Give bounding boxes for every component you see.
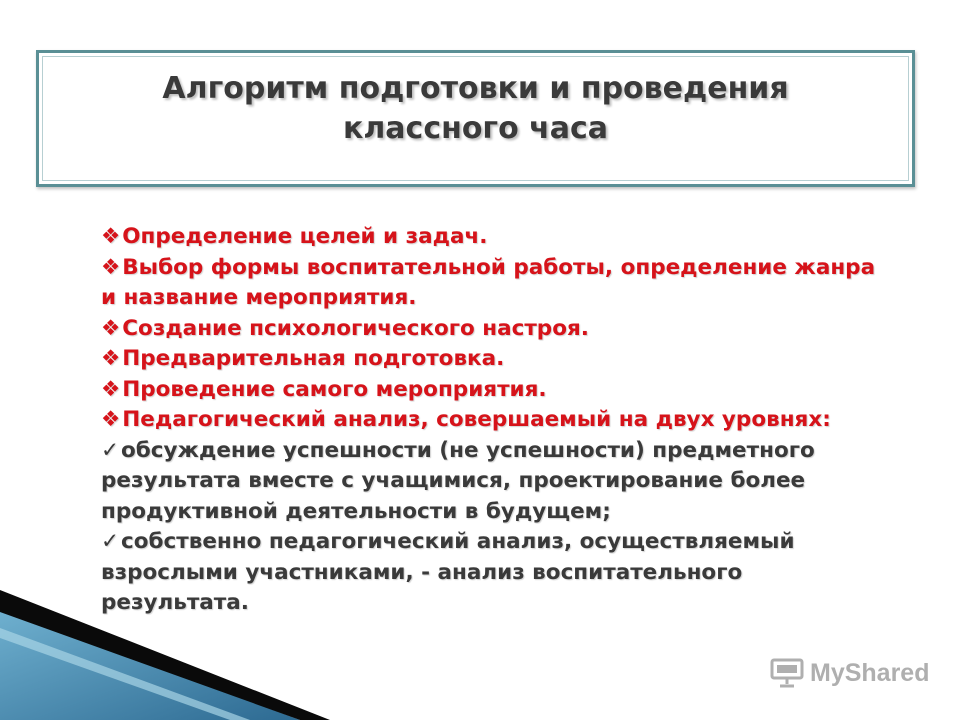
list-item-text: Проведение самого мероприятия. (122, 376, 547, 402)
wave-decoration (0, 590, 420, 720)
sub-list-item (101, 436, 891, 528)
list-item (101, 314, 891, 345)
diamond-bullet-icon: ❖ (101, 376, 121, 402)
list-item-text: Определение целей и задач. (122, 224, 488, 249)
checkmark-icon: ✓ (101, 529, 120, 554)
diamond-bullet-icon: ❖ (101, 315, 121, 341)
watermark-text: MyShared (810, 658, 930, 687)
list-item (101, 375, 891, 406)
list-item (101, 405, 891, 436)
slide-title-line-2: классного часа (342, 111, 609, 146)
sub-list-item-text: обсуждение успешности (не успешности) предметного результата вместе с учащимися, проектирование более продуктивной деятельности в будущем; (101, 437, 815, 524)
list-item (101, 222, 891, 253)
slide-content (101, 222, 891, 619)
diamond-bullet-icon: ❖ (101, 224, 121, 249)
diamond-bullet-icon: ❖ (101, 407, 121, 432)
title-box (36, 50, 915, 187)
list-item (101, 253, 891, 314)
slide-title (39, 69, 912, 149)
list-item-text: Создание психологического настроя. (122, 315, 589, 341)
list-item-text: Педагогический анализ, совершаемый на двух уровнях: (122, 407, 831, 432)
list-item-text: Выбор формы воспитательной работы, определение жанра и название мероприятия. (101, 254, 876, 310)
slide-title-line-1: Алгоритм подготовки и проведения (162, 71, 789, 106)
checkmark-icon: ✓ (101, 437, 120, 463)
list-item (101, 344, 891, 375)
list-item-text: Предварительная подготовка. (122, 346, 505, 371)
presentation-screen-icon (770, 658, 804, 688)
sub-list-item-text: собственно педагогический анализ, осуществляемый взрослыми участниками, - анализ воспитательного результата. (101, 529, 795, 615)
myshared-watermark (770, 658, 929, 688)
diamond-bullet-icon: ❖ (101, 254, 121, 280)
diamond-bullet-icon: ❖ (101, 346, 121, 371)
